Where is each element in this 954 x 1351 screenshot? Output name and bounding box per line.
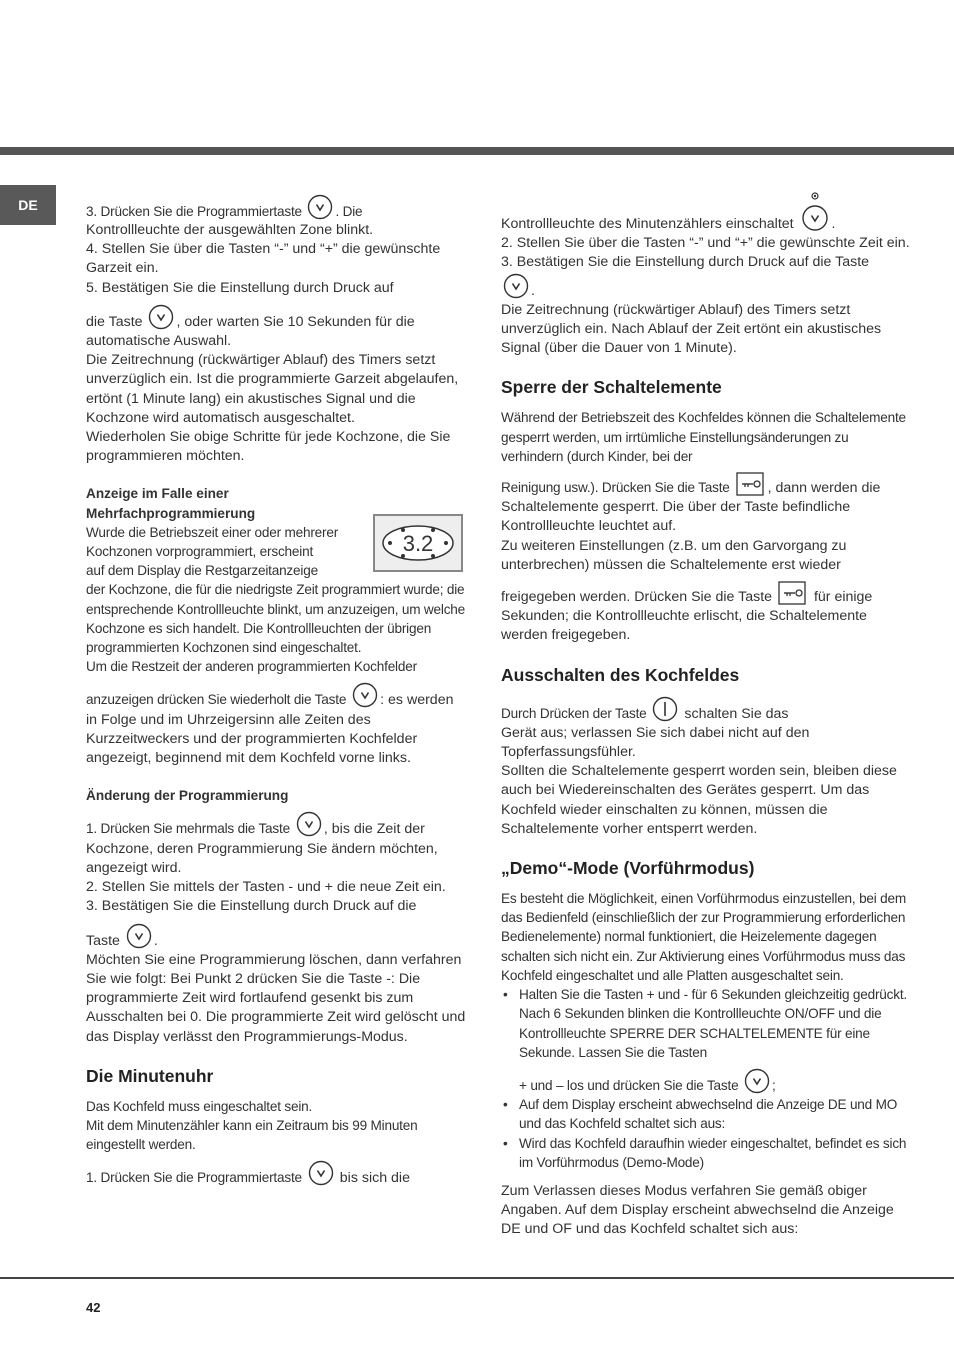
heading-sperre: Sperre der Schaltelemente xyxy=(501,377,722,398)
sperre-paragraph-1: Während der Betriebszeit des Kochfeldes können die Schaltelemente gesperrt werden, um irrtümliche Einstellungsänderungen zu verhindern (durch Kinder, bei der xyxy=(501,410,906,464)
minute-step-1-cont xyxy=(501,208,913,234)
minute-timer-paragraph: Die Zeitrechnung (rückwärtiger Ablauf) des Timers setzt unverzüglich ein. Nach Ablauf der Zeit ertönt ein akustisches Signal (über die Dauer von 1 Minute). xyxy=(501,301,882,357)
sperre-suffix: , dann werden die Schaltelemente gesperrt. Die über der Taste befindliche Kontrollleuchte leuchtet auf. xyxy=(501,480,881,535)
timer-paragraph: Die Zeitrechnung (rückwärtiger Ablauf) des Timers setzt unverzüglich ein. Ist die programmierte Garzeit abgelaufen, ertönt (1 Minute lang) ein akustisches Signal und die Kochzone wird automatisch ausgeschaltet. xyxy=(86,352,459,426)
multi-line-1: Wurde die Betriebszeit einer oder mehrerer xyxy=(86,524,339,540)
demo-paragraph: Es besteht die Möglichkeit, einen Vorführmodus einzustellen, bei dem das Bedienfeld (einschließlich der zur Programmierung erforderlichen Bedienelemente) normal funktioniert, die Heizelemente dagegen schalten sich nicht ein. Zur Aktivierung eines Vorführmodus muss das Kochfeld eingeschaltet und alle Platten ausgeschaltet sein. xyxy=(501,891,907,983)
ausschalten-line-1 xyxy=(501,696,913,724)
change-step-1-suffix: , bis die Zeit der Kochzone, deren Programmierung Sie ändern möchten, angezeigt wird. xyxy=(86,821,438,876)
multi-paragraph: der Kochzone, die für die niedrigste Zeit programmiert wurde; die entsprechende Kontrollleuchte blinkt, um anzuzeigen, um welche Kochzone es sich handelt. Die Kontrollleuchten der übrigen programmierten Kochzonen sind eingeschaltet. xyxy=(86,582,466,656)
minute-step-1-suffix: bis sich die xyxy=(339,1170,410,1187)
display-value: 3.2 xyxy=(402,531,434,556)
restzeit-paragraph xyxy=(86,682,466,768)
display-illustration xyxy=(373,514,463,572)
change-step-2: 2. Stellen Sie mittels der Tasten - und + die neue Zeit ein. xyxy=(86,879,446,896)
ausschalten-paragraph: Sollten die Schaltelemente gesperrt worden sein, bleiben diese auch bei Wiedereinschalten des Gerätes gesperrt. Um das Kochfeld wieder einschalten zu können, müssen die Schaltelemente vorher entsperrt werden. xyxy=(501,763,897,837)
step-3-suffix: . Die xyxy=(335,204,363,219)
timer-button-icon xyxy=(307,194,333,220)
multi-line-3: auf dem Display die Restgarzeitanzeige xyxy=(86,563,318,579)
change-step-3-text: Taste xyxy=(86,932,120,949)
demo-bullet-1-cont-text: + und – los und drücken Sie die Taste xyxy=(519,1077,739,1093)
demo-bullet-2: • Auf dem Display erscheint abwechselnd die Anzeige DE und MO und das Kochfeld schaltet sich aus: xyxy=(519,1095,913,1133)
timer-button-icon xyxy=(296,811,322,837)
ausschalten-text: Durch Drücken der Taste xyxy=(501,705,647,721)
timer-button-icon xyxy=(308,1160,334,1186)
ausschalten-line-2: Gerät aus; verlassen Sie sich dabei nicht auf den Topferfassungsfühler. xyxy=(501,724,810,761)
minute-step-1 xyxy=(86,1160,466,1188)
step-3-cont: Kontrollleuchte der ausgewählten Zone blinkt. xyxy=(86,222,374,238)
change-step-3: 3. Bestätigen Sie die Einstellung durch Druck auf die xyxy=(86,898,417,915)
change-step-3-suffix: . xyxy=(153,932,158,949)
key-lock-icon xyxy=(736,472,766,496)
timer-button-icon xyxy=(148,304,174,330)
sperre-paragraph-2 xyxy=(501,472,913,537)
minute-step-3-suffix: . xyxy=(531,282,535,299)
change-step-3-cont xyxy=(86,923,466,951)
demo-bullet-1-suffix: ; xyxy=(772,1077,776,1093)
right-column xyxy=(501,208,913,1240)
ausschalten-suffix: schalten Sie das xyxy=(684,705,789,722)
step-5: 5. Bestätigen Sie die Einstellung durch Druck auf xyxy=(86,279,394,296)
minute-step-3-icon-line xyxy=(501,273,913,301)
restzeit-text: anzuzeigen drücken Sie wiederholt die Taste xyxy=(86,692,347,708)
top-rule xyxy=(0,147,954,155)
freigabe-suffix: für einige Sekunden; die Kontrollleuchte erlischt, die Schaltelemente werden freigegeben. xyxy=(501,589,873,644)
timer-button-icon xyxy=(503,273,529,299)
demo-bullet-1 xyxy=(519,985,913,1095)
step-3 xyxy=(86,194,466,221)
multi-line-2: Kochzonen vorprogrammiert, erscheint xyxy=(86,544,314,560)
minute-step-3: 3. Bestätigen Sie die Einstellung durch Druck auf die Taste xyxy=(501,254,870,271)
heading-demo: „Demo“-Mode (Vorführmodus) xyxy=(501,858,755,879)
timer-button-icon xyxy=(126,923,152,949)
power-button-icon xyxy=(652,696,678,722)
demo-exit-paragraph: Zum Verlassen dieses Modus verfahren Sie gemäß obiger Angaben. Auf dem Display erscheint abwechselnd die Anzeige DE und OF und das Kochfeld schaltet sich aus: xyxy=(501,1182,894,1238)
left-column xyxy=(86,198,466,1189)
heading-ausschalten: Ausschalten des Kochfeldes xyxy=(501,664,740,685)
restzeit-line: Um die Restzeit der anderen programmierten Kochfelder xyxy=(86,659,417,675)
step-5-cont xyxy=(86,304,466,351)
minute-line-2: Mit dem Minutenzähler kann ein Zeitraum bis 99 Minuten eingestellt werden. xyxy=(86,1117,418,1153)
delete-paragraph: Möchten Sie eine Programmierung löschen, dann verfahren Sie wie folgt: Bei Punkt 2 drücken Sie die Taste -: Die programmierte Zeit wird fortlaufend gesenkt bis zum Ausschalten bei 0. Die programmierte Zeit wird gelöscht und das Display verlässt den Programmierungs-Modus. xyxy=(86,951,466,1045)
key-lock-icon xyxy=(778,581,808,605)
subhead-change: Änderung der Programmierung xyxy=(86,788,289,804)
heading-minutenuhr: Die Minutenuhr xyxy=(86,1065,214,1086)
demo-bullet-3: • Wird das Kochfeld daraufhin wieder eingeschaltet, befindet es sich im Vorführmodus (Demo-Mode) xyxy=(519,1134,913,1172)
timer-button-icon xyxy=(744,1068,770,1094)
minute-timer-icon xyxy=(800,208,830,232)
step-3-text: 3. Drücken Sie die Programmiertaste xyxy=(86,204,302,219)
step-5-suffix: , oder warten Sie 10 Sekunden für die automatische Auswahl. xyxy=(86,313,415,350)
sperre-paragraph-4 xyxy=(501,581,913,646)
minute-line-1: Das Kochfeld muss eingeschaltet sein. xyxy=(86,1098,313,1114)
freigabe-text: freigegeben werden. Drücken Sie die Taste xyxy=(501,589,773,606)
page-number: 42 xyxy=(86,1300,101,1315)
step-4: 4. Stellen Sie über die Tasten “-” und “+” die gewünschte Garzeit ein. xyxy=(86,241,441,277)
subhead-multi-2: Mehrfachprogrammierung xyxy=(86,505,256,521)
sperre-paragraph-3: Zu weiteren Einstellungen (z.B. um den Garvorgang zu unterbrechen) müssen die Schaltelemente erst wieder xyxy=(501,537,847,573)
language-tab: DE xyxy=(0,185,56,225)
subhead-multi: Anzeige im Falle einer xyxy=(86,486,229,502)
demo-bullet-1-cont xyxy=(519,1068,913,1095)
bottom-rule xyxy=(0,1277,954,1279)
change-step-1-text: 1. Drücken Sie mehrmals die Taste xyxy=(86,821,290,837)
minute-step-1-cont-text: Kontrollleuchte des Minutenzählers einschaltet xyxy=(501,216,794,232)
change-step-1 xyxy=(86,811,466,878)
minute-step-1-text: 1. Drücken Sie die Programmiertaste xyxy=(86,1170,302,1186)
step-5-text: die Taste xyxy=(86,313,143,330)
demo-bullet-1-text: Halten Sie die Tasten + und - für 6 Sekunden gleichzeitig gedrückt. Nach 6 Sekunden blinken die Kontrollleuchte ON/OFF und die Kontrollleuchte SPERRE DER SCHALTELEMENTE für eine Sekunde. Lassen Sie die Tasten xyxy=(519,987,907,1060)
minute-step-1-cont-suffix: . xyxy=(831,216,836,232)
restzeit-suffix: : es werden in Folge und im Uhrzeigersinn alle Zeiten des Kurzzeitweckers und der programmierten Kochfelder angezeigt, beginnend mit dem Kochfeld vorne links. xyxy=(86,692,454,767)
demo-list xyxy=(501,985,913,1172)
sperre-text: Reinigung usw.). Drücken Sie die Taste xyxy=(501,480,730,496)
minute-step-2: 2. Stellen Sie über die Tasten “-” und “+” die gewünschte Zeit ein. xyxy=(501,235,910,252)
repeat-paragraph: Wiederholen Sie obige Schritte für jede Kochzone, die Sie programmieren möchten. xyxy=(86,429,451,465)
timer-button-icon xyxy=(352,682,378,708)
